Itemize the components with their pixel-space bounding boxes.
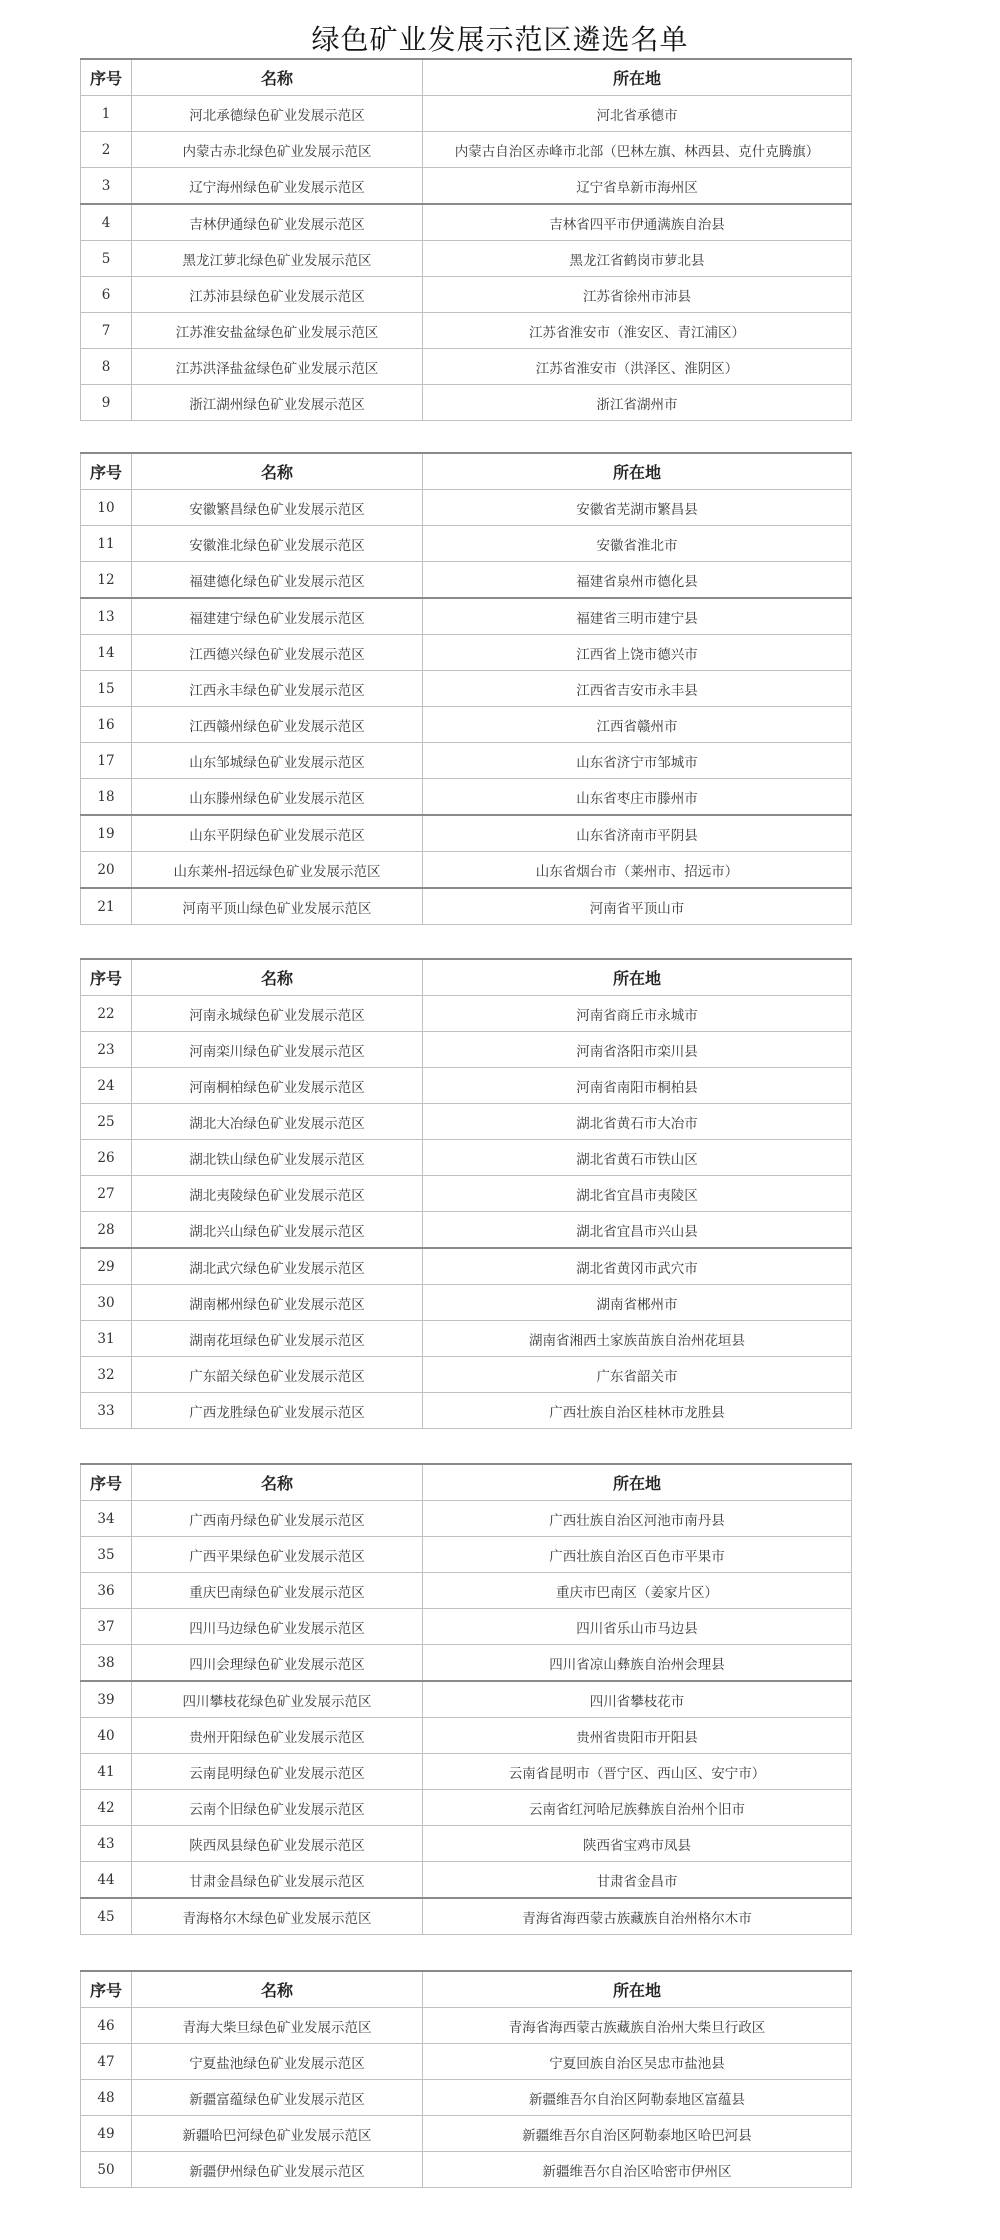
cell-location: 河北省承德市	[423, 96, 852, 132]
cell-name: 福建德化绿色矿业发展示范区	[132, 562, 423, 599]
cell-no: 17	[81, 743, 132, 779]
cell-no: 13	[81, 598, 132, 635]
cell-location: 湖南省湘西土家族苗族自治州花垣县	[423, 1321, 852, 1357]
table-row	[81, 1537, 852, 1573]
cell-no: 41	[81, 1754, 132, 1790]
table-header-row	[81, 959, 852, 996]
table-header-row	[81, 453, 852, 490]
cell-name: 安徽繁昌绿色矿业发展示范区	[132, 490, 423, 526]
table-row	[81, 313, 852, 349]
cell-no: 42	[81, 1790, 132, 1826]
cell-name: 湖南郴州绿色矿业发展示范区	[132, 1285, 423, 1321]
cell-no: 34	[81, 1501, 132, 1537]
cell-name: 湖南花垣绿色矿业发展示范区	[132, 1321, 423, 1357]
cell-location: 江苏省淮安市（淮安区、青江浦区）	[423, 313, 852, 349]
cell-no: 49	[81, 2116, 132, 2152]
cell-no: 33	[81, 1393, 132, 1429]
cell-location: 安徽省芜湖市繁昌县	[423, 490, 852, 526]
table-row	[81, 815, 852, 852]
cell-name: 江西德兴绿色矿业发展示范区	[132, 635, 423, 671]
cell-no: 1	[81, 96, 132, 132]
table-row	[81, 2008, 852, 2044]
header-no: 序号	[81, 453, 132, 490]
cell-location: 新疆维吾尔自治区哈密市伊州区	[423, 2152, 852, 2188]
cell-no: 24	[81, 1068, 132, 1104]
cell-location: 陕西省宝鸡市凤县	[423, 1826, 852, 1862]
cell-name: 内蒙古赤北绿色矿业发展示范区	[132, 132, 423, 168]
cell-name: 山东滕州绿色矿业发展示范区	[132, 779, 423, 816]
cell-name: 广西平果绿色矿业发展示范区	[132, 1537, 423, 1573]
table-row	[81, 1032, 852, 1068]
header-location: 所在地	[423, 59, 852, 96]
header-name: 名称	[132, 959, 423, 996]
cell-no: 21	[81, 888, 132, 925]
cell-location: 福建省三明市建宁县	[423, 598, 852, 635]
cell-name: 宁夏盐池绿色矿业发展示范区	[132, 2044, 423, 2080]
table-header-row	[81, 1464, 852, 1501]
cell-no: 27	[81, 1176, 132, 1212]
cell-name: 新疆富蕴绿色矿业发展示范区	[132, 2080, 423, 2116]
cell-no: 32	[81, 1357, 132, 1393]
table-row	[81, 1285, 852, 1321]
cell-location: 山东省济宁市邹城市	[423, 743, 852, 779]
cell-name: 四川会理绿色矿业发展示范区	[132, 1645, 423, 1682]
table-row	[81, 2116, 852, 2152]
cell-location: 河南省平顶山市	[423, 888, 852, 925]
cell-name: 湖北铁山绿色矿业发展示范区	[132, 1140, 423, 1176]
cell-location: 甘肃省金昌市	[423, 1862, 852, 1899]
table-row	[81, 996, 852, 1032]
cell-name: 四川攀枝花绿色矿业发展示范区	[132, 1681, 423, 1718]
table-row	[81, 1501, 852, 1537]
cell-no: 16	[81, 707, 132, 743]
cell-name: 云南昆明绿色矿业发展示范区	[132, 1754, 423, 1790]
cell-location: 内蒙古自治区赤峰市北部（巴林左旗、林西县、克什克腾旗）	[423, 132, 852, 168]
cell-location: 浙江省湖州市	[423, 385, 852, 421]
cell-location: 安徽省淮北市	[423, 526, 852, 562]
cell-location: 湖北省宜昌市夷陵区	[423, 1176, 852, 1212]
cell-no: 36	[81, 1573, 132, 1609]
table-row	[81, 888, 852, 925]
cell-location: 吉林省四平市伊通满族自治县	[423, 204, 852, 241]
cell-name: 黑龙江萝北绿色矿业发展示范区	[132, 241, 423, 277]
cell-no: 43	[81, 1826, 132, 1862]
cell-no: 12	[81, 562, 132, 599]
cell-location: 新疆维吾尔自治区阿勒泰地区富蕴县	[423, 2080, 852, 2116]
table-row	[81, 1645, 852, 1682]
cell-no: 47	[81, 2044, 132, 2080]
page-title: 绿色矿业发展示范区遴选名单	[311, 23, 689, 56]
header-location: 所在地	[423, 453, 852, 490]
cell-name: 江苏淮安盐盆绿色矿业发展示范区	[132, 313, 423, 349]
cell-no: 40	[81, 1718, 132, 1754]
cell-location: 云南省昆明市（晋宁区、西山区、安宁市）	[423, 1754, 852, 1790]
cell-location: 江苏省徐州市沛县	[423, 277, 852, 313]
cell-no: 30	[81, 1285, 132, 1321]
cell-location: 云南省红河哈尼族彝族自治州个旧市	[423, 1790, 852, 1826]
table-row	[81, 1862, 852, 1899]
table-row	[81, 132, 852, 168]
list-table	[80, 452, 852, 925]
table-row	[81, 1790, 852, 1826]
cell-location: 四川省乐山市马边县	[423, 1609, 852, 1645]
header-name: 名称	[132, 1464, 423, 1501]
cell-name: 四川马边绿色矿业发展示范区	[132, 1609, 423, 1645]
table-row	[81, 1681, 852, 1718]
cell-name: 新疆伊州绿色矿业发展示范区	[132, 2152, 423, 2188]
cell-no: 18	[81, 779, 132, 816]
cell-location: 黑龙江省鹤岗市萝北县	[423, 241, 852, 277]
table-row	[81, 2152, 852, 2188]
cell-no: 3	[81, 168, 132, 205]
table-row	[81, 1176, 852, 1212]
table-row	[81, 743, 852, 779]
cell-location: 江西省吉安市永丰县	[423, 671, 852, 707]
table-row	[81, 204, 852, 241]
cell-no: 39	[81, 1681, 132, 1718]
table-row	[81, 1898, 852, 1935]
cell-name: 广西龙胜绿色矿业发展示范区	[132, 1393, 423, 1429]
table-row	[81, 1573, 852, 1609]
table-row	[81, 349, 852, 385]
cell-name: 云南个旧绿色矿业发展示范区	[132, 1790, 423, 1826]
cell-location: 山东省烟台市（莱州市、招远市）	[423, 852, 852, 889]
table-row	[81, 635, 852, 671]
header-location: 所在地	[423, 1971, 852, 2008]
cell-name: 安徽淮北绿色矿业发展示范区	[132, 526, 423, 562]
cell-location: 江苏省淮安市（洪泽区、淮阴区）	[423, 349, 852, 385]
cell-no: 8	[81, 349, 132, 385]
cell-no: 48	[81, 2080, 132, 2116]
cell-name: 青海格尔木绿色矿业发展示范区	[132, 1898, 423, 1935]
cell-no: 20	[81, 852, 132, 889]
cell-no: 46	[81, 2008, 132, 2044]
cell-location: 广东省韶关市	[423, 1357, 852, 1393]
cell-location: 河南省商丘市永城市	[423, 996, 852, 1032]
cell-location: 山东省济南市平阴县	[423, 815, 852, 852]
table-row	[81, 1609, 852, 1645]
cell-location: 河南省南阳市桐柏县	[423, 1068, 852, 1104]
table-row	[81, 1212, 852, 1249]
table-row	[81, 96, 852, 132]
cell-no: 9	[81, 385, 132, 421]
cell-no: 44	[81, 1862, 132, 1899]
cell-location: 山东省枣庄市滕州市	[423, 779, 852, 816]
cell-name: 福建建宁绿色矿业发展示范区	[132, 598, 423, 635]
cell-name: 河南栾川绿色矿业发展示范区	[132, 1032, 423, 1068]
list-table	[80, 58, 852, 421]
cell-location: 新疆维吾尔自治区阿勒泰地区哈巴河县	[423, 2116, 852, 2152]
cell-name: 贵州开阳绿色矿业发展示范区	[132, 1718, 423, 1754]
table-row	[81, 1104, 852, 1140]
table-row	[81, 1357, 852, 1393]
cell-location: 宁夏回族自治区吴忠市盐池县	[423, 2044, 852, 2080]
table-row	[81, 779, 852, 816]
header-no: 序号	[81, 1971, 132, 2008]
cell-name: 河北承德绿色矿业发展示范区	[132, 96, 423, 132]
cell-name: 重庆巴南绿色矿业发展示范区	[132, 1573, 423, 1609]
cell-no: 35	[81, 1537, 132, 1573]
cell-name: 河南平顶山绿色矿业发展示范区	[132, 888, 423, 925]
cell-no: 23	[81, 1032, 132, 1068]
cell-no: 10	[81, 490, 132, 526]
cell-location: 辽宁省阜新市海州区	[423, 168, 852, 205]
table-row	[81, 852, 852, 889]
cell-name: 河南桐柏绿色矿业发展示范区	[132, 1068, 423, 1104]
header-location: 所在地	[423, 959, 852, 996]
header-name: 名称	[132, 453, 423, 490]
cell-no: 11	[81, 526, 132, 562]
cell-location: 青海省海西蒙古族藏族自治州大柴旦行政区	[423, 2008, 852, 2044]
cell-name: 青海大柴旦绿色矿业发展示范区	[132, 2008, 423, 2044]
cell-no: 31	[81, 1321, 132, 1357]
cell-no: 6	[81, 277, 132, 313]
cell-name: 陕西凤县绿色矿业发展示范区	[132, 1826, 423, 1862]
cell-name: 甘肃金昌绿色矿业发展示范区	[132, 1862, 423, 1899]
table-header-row	[81, 59, 852, 96]
cell-location: 广西壮族自治区河池市南丹县	[423, 1501, 852, 1537]
list-table	[80, 1970, 852, 2188]
cell-name: 江苏洪泽盐盆绿色矿业发展示范区	[132, 349, 423, 385]
header-no: 序号	[81, 1464, 132, 1501]
cell-name: 湖北武穴绿色矿业发展示范区	[132, 1248, 423, 1285]
cell-name: 江西赣州绿色矿业发展示范区	[132, 707, 423, 743]
table-row	[81, 562, 852, 599]
table-row	[81, 1718, 852, 1754]
cell-no: 37	[81, 1609, 132, 1645]
cell-name: 广东韶关绿色矿业发展示范区	[132, 1357, 423, 1393]
cell-name: 江西永丰绿色矿业发展示范区	[132, 671, 423, 707]
cell-name: 广西南丹绿色矿业发展示范区	[132, 1501, 423, 1537]
cell-name: 新疆哈巴河绿色矿业发展示范区	[132, 2116, 423, 2152]
cell-no: 14	[81, 635, 132, 671]
cell-no: 22	[81, 996, 132, 1032]
table-row	[81, 277, 852, 313]
cell-location: 四川省凉山彝族自治州会理县	[423, 1645, 852, 1682]
list-table	[80, 1463, 852, 1935]
cell-no: 19	[81, 815, 132, 852]
table-row	[81, 1321, 852, 1357]
cell-no: 29	[81, 1248, 132, 1285]
table-row	[81, 2044, 852, 2080]
cell-no: 45	[81, 1898, 132, 1935]
cell-no: 7	[81, 313, 132, 349]
cell-location: 广西壮族自治区百色市平果市	[423, 1537, 852, 1573]
cell-no: 28	[81, 1212, 132, 1249]
table-row	[81, 671, 852, 707]
cell-location: 湖北省黄石市大冶市	[423, 1104, 852, 1140]
header-location: 所在地	[423, 1464, 852, 1501]
cell-no: 38	[81, 1645, 132, 1682]
header-name: 名称	[132, 59, 423, 96]
table-row	[81, 1068, 852, 1104]
cell-no: 15	[81, 671, 132, 707]
cell-location: 河南省洛阳市栾川县	[423, 1032, 852, 1068]
cell-location: 湖北省宜昌市兴山县	[423, 1212, 852, 1249]
table-row	[81, 168, 852, 205]
header-name: 名称	[132, 1971, 423, 2008]
cell-name: 吉林伊通绿色矿业发展示范区	[132, 204, 423, 241]
cell-no: 26	[81, 1140, 132, 1176]
cell-location: 湖北省黄石市铁山区	[423, 1140, 852, 1176]
cell-location: 江西省上饶市德兴市	[423, 635, 852, 671]
cell-location: 湖南省郴州市	[423, 1285, 852, 1321]
cell-name: 湖北夷陵绿色矿业发展示范区	[132, 1176, 423, 1212]
cell-name: 湖北兴山绿色矿业发展示范区	[132, 1212, 423, 1249]
cell-no: 4	[81, 204, 132, 241]
table-row	[81, 1140, 852, 1176]
cell-location: 重庆市巴南区（姜家片区）	[423, 1573, 852, 1609]
cell-location: 青海省海西蒙古族藏族自治州格尔木市	[423, 1898, 852, 1935]
table-row	[81, 526, 852, 562]
cell-no: 5	[81, 241, 132, 277]
table-header-row	[81, 1971, 852, 2008]
table-row	[81, 490, 852, 526]
table-row	[81, 1248, 852, 1285]
table-row	[81, 1754, 852, 1790]
header-no: 序号	[81, 959, 132, 996]
cell-name: 河南永城绿色矿业发展示范区	[132, 996, 423, 1032]
cell-location: 江西省赣州市	[423, 707, 852, 743]
table-row	[81, 385, 852, 421]
list-table	[80, 958, 852, 1429]
cell-name: 浙江湖州绿色矿业发展示范区	[132, 385, 423, 421]
cell-name: 辽宁海州绿色矿业发展示范区	[132, 168, 423, 205]
cell-name: 山东平阴绿色矿业发展示范区	[132, 815, 423, 852]
table-row	[81, 1826, 852, 1862]
cell-location: 四川省攀枝花市	[423, 1681, 852, 1718]
table-row	[81, 598, 852, 635]
cell-no: 25	[81, 1104, 132, 1140]
table-row	[81, 2080, 852, 2116]
cell-location: 福建省泉州市德化县	[423, 562, 852, 599]
cell-name: 湖北大冶绿色矿业发展示范区	[132, 1104, 423, 1140]
header-no: 序号	[81, 59, 132, 96]
cell-name: 山东莱州-招远绿色矿业发展示范区	[132, 852, 423, 889]
table-row	[81, 241, 852, 277]
cell-no: 2	[81, 132, 132, 168]
cell-name: 山东邹城绿色矿业发展示范区	[132, 743, 423, 779]
table-row	[81, 707, 852, 743]
cell-no: 50	[81, 2152, 132, 2188]
cell-location: 贵州省贵阳市开阳县	[423, 1718, 852, 1754]
table-row	[81, 1393, 852, 1429]
cell-location: 湖北省黄冈市武穴市	[423, 1248, 852, 1285]
cell-location: 广西壮族自治区桂林市龙胜县	[423, 1393, 852, 1429]
cell-name: 江苏沛县绿色矿业发展示范区	[132, 277, 423, 313]
